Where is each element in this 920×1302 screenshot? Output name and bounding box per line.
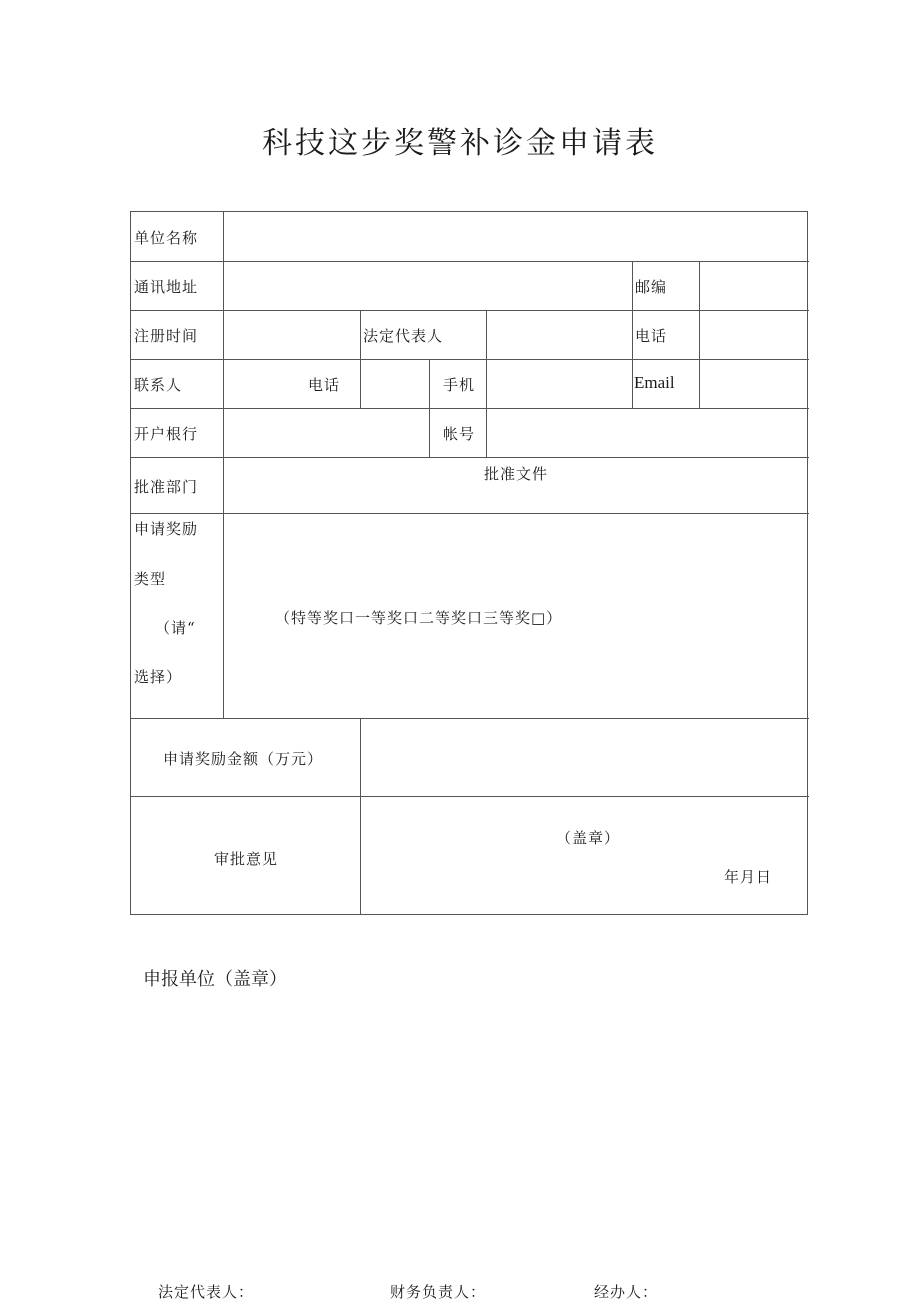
postcode-field[interactable] bbox=[700, 261, 809, 310]
bank-label: 开户根行 bbox=[134, 425, 199, 443]
address-field[interactable] bbox=[224, 261, 632, 310]
legal-rep-field[interactable] bbox=[487, 310, 632, 359]
mobile-field[interactable] bbox=[487, 359, 632, 408]
amount-label: 申请奖励金额（万元） bbox=[163, 750, 324, 768]
legal-rep-signature-label: 法定代表人： bbox=[158, 1283, 255, 1301]
dept-label: 批准部门 bbox=[134, 478, 199, 496]
unit-name-field[interactable] bbox=[224, 212, 809, 261]
mobile-label: 手机 bbox=[443, 376, 476, 394]
account-label: 帐号 bbox=[443, 425, 476, 443]
finance-signature-label: 财务负责人： bbox=[390, 1283, 487, 1301]
approval-field[interactable] bbox=[224, 457, 809, 513]
award-type-label-4: 选择） bbox=[134, 668, 183, 686]
award-type-label-2: 类型 bbox=[134, 570, 167, 588]
reg-time-field[interactable] bbox=[224, 310, 360, 359]
handler-signature-label: 经办人： bbox=[594, 1283, 659, 1301]
email-field[interactable] bbox=[700, 359, 809, 408]
applicant-seal-label: 申报单位（盖章） bbox=[143, 969, 287, 990]
bank-field[interactable] bbox=[224, 408, 429, 457]
application-form bbox=[130, 211, 808, 915]
award-type-label-1: 申请奖励 bbox=[134, 520, 199, 538]
page-title: 科技这步奖警补诊金申请表 bbox=[262, 126, 658, 161]
amount-field[interactable] bbox=[361, 718, 809, 796]
opinion-label: 审批意见 bbox=[214, 850, 279, 868]
phone-field[interactable] bbox=[700, 310, 809, 359]
email-label: Email bbox=[634, 373, 675, 392]
contact-label: 联系人 bbox=[134, 376, 183, 394]
contact-phone-label: 电话 bbox=[308, 376, 341, 394]
postcode-label: 邮编 bbox=[635, 278, 668, 296]
account-field[interactable] bbox=[487, 408, 809, 457]
reg-time-label: 注册时间 bbox=[134, 327, 199, 345]
award-type-label-3: （请“ bbox=[155, 619, 196, 637]
doc-label: 批准文件 bbox=[484, 465, 549, 483]
address-label: 通讯地址 bbox=[134, 278, 199, 296]
contact-phone-field[interactable] bbox=[361, 359, 429, 408]
phone-label: 电话 bbox=[635, 327, 668, 345]
legal-rep-label: 法定代表人 bbox=[363, 327, 444, 345]
unit-name-label: 单位名称 bbox=[134, 229, 199, 247]
date-text: 年月日 bbox=[724, 868, 773, 886]
seal-text: （盖章） bbox=[556, 829, 621, 847]
award-options[interactable]: （特等奖口一等奖口二等奖口三等奖□） bbox=[275, 609, 563, 627]
